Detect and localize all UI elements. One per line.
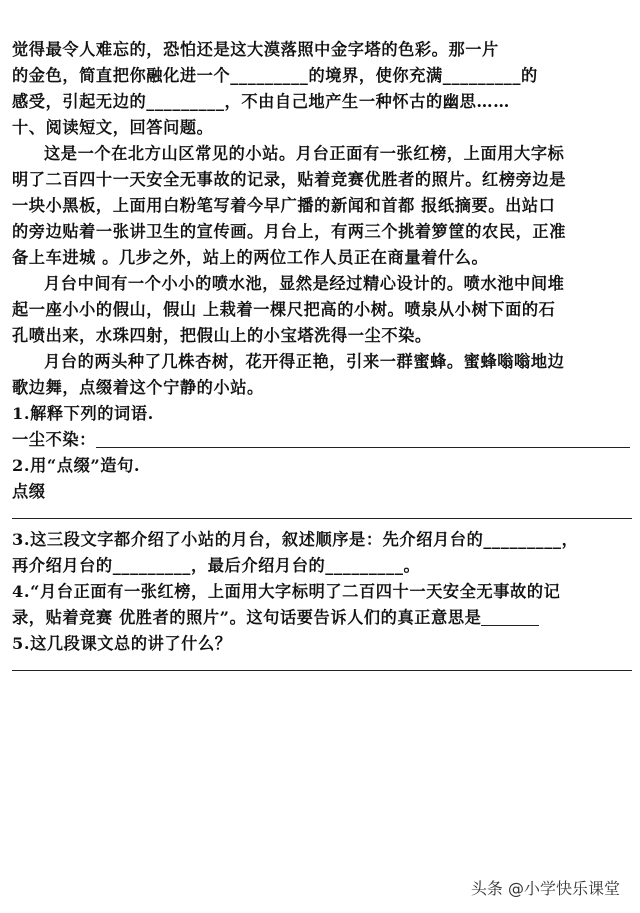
question-2: 2.用“点缀”造句.	[12, 456, 141, 475]
answer-line[interactable]	[481, 607, 539, 626]
reading-line: 备上车进城 。几步之外，站上的两位工作人员正在商量着什么。	[12, 248, 489, 267]
reading-line: 一块小黑板，上面用白粉笔写着今早广播的新闻和首都 报纸摘要。出站口	[12, 196, 556, 215]
term-label: 一尘不染：	[12, 430, 96, 449]
reading-line: 起一座小小的假山，假山 上栽着一棵尺把高的小树。喷泉从小树下面的石	[12, 300, 556, 319]
section-title: 十、阅读短文，回答问题。	[12, 118, 214, 137]
question-2-term: 点缀	[12, 482, 46, 501]
reading-line: 明了二百四十一天安全无事故的记录，贴着竞赛优胜者的照片。红榜旁边是	[12, 170, 566, 189]
answer-line[interactable]	[96, 429, 630, 448]
question-1: 1.解释下列的词语.	[12, 404, 154, 423]
passage-line: 觉得最令人难忘的，恐怕还是这大漠落照中金字塔的色彩。那一片	[12, 40, 499, 59]
reading-line: 月台中间有一个小小的喷水池，显然是经过精心设计的。喷水池中间堆	[44, 274, 565, 293]
question-3-cont: 再介绍月台的_________，最后介绍月台的_________。	[12, 556, 421, 575]
answer-line[interactable]	[12, 518, 632, 519]
question-1-term	[12, 427, 632, 453]
question-4-cont	[12, 605, 632, 631]
answer-line[interactable]	[12, 670, 632, 671]
reading-line: 月台的两头种了几株杏树，花开得正艳，引来一群蜜蜂。蜜蜂嗡嗡地边	[44, 352, 565, 371]
passage-line: 感受，引起无边的_________，不由自己地产生一种怀古的幽思……	[12, 92, 510, 111]
reading-line: 这是一个在北方山区常见的小站。月台正面有一张红榜，上面用大字标	[44, 144, 565, 163]
question-5: 5.这几段课文总的讲了什么？	[12, 634, 232, 653]
question-4: 4.“月台正面有一张红榜，上面用大字标明了二百四十一天安全无事故的记	[12, 582, 561, 601]
passage-line: 的金色，简直把你融化进一个_________的境界，使你充满_________的	[12, 66, 538, 85]
question-3: 3.这三段文字都介绍了小站的月台，叙述顺序是：先介绍月台的_________，	[12, 530, 579, 549]
reading-line: 歌边舞，点缀着这个宁静的小站。	[12, 378, 264, 397]
reading-line: 孔喷出来，水珠四射，把假山上的小宝塔洗得一尘不染。	[12, 326, 432, 345]
question-4-text: 录，贴着竞赛 优胜者的照片”。这句话要告诉人们的真正意思是	[12, 608, 482, 627]
reading-line: 的旁边贴着一张讲卫生的宣传画。月台上，有两三个挑着箩筐的农民，正准	[12, 222, 566, 241]
watermark: 头条 @小学快乐课堂	[470, 879, 620, 898]
